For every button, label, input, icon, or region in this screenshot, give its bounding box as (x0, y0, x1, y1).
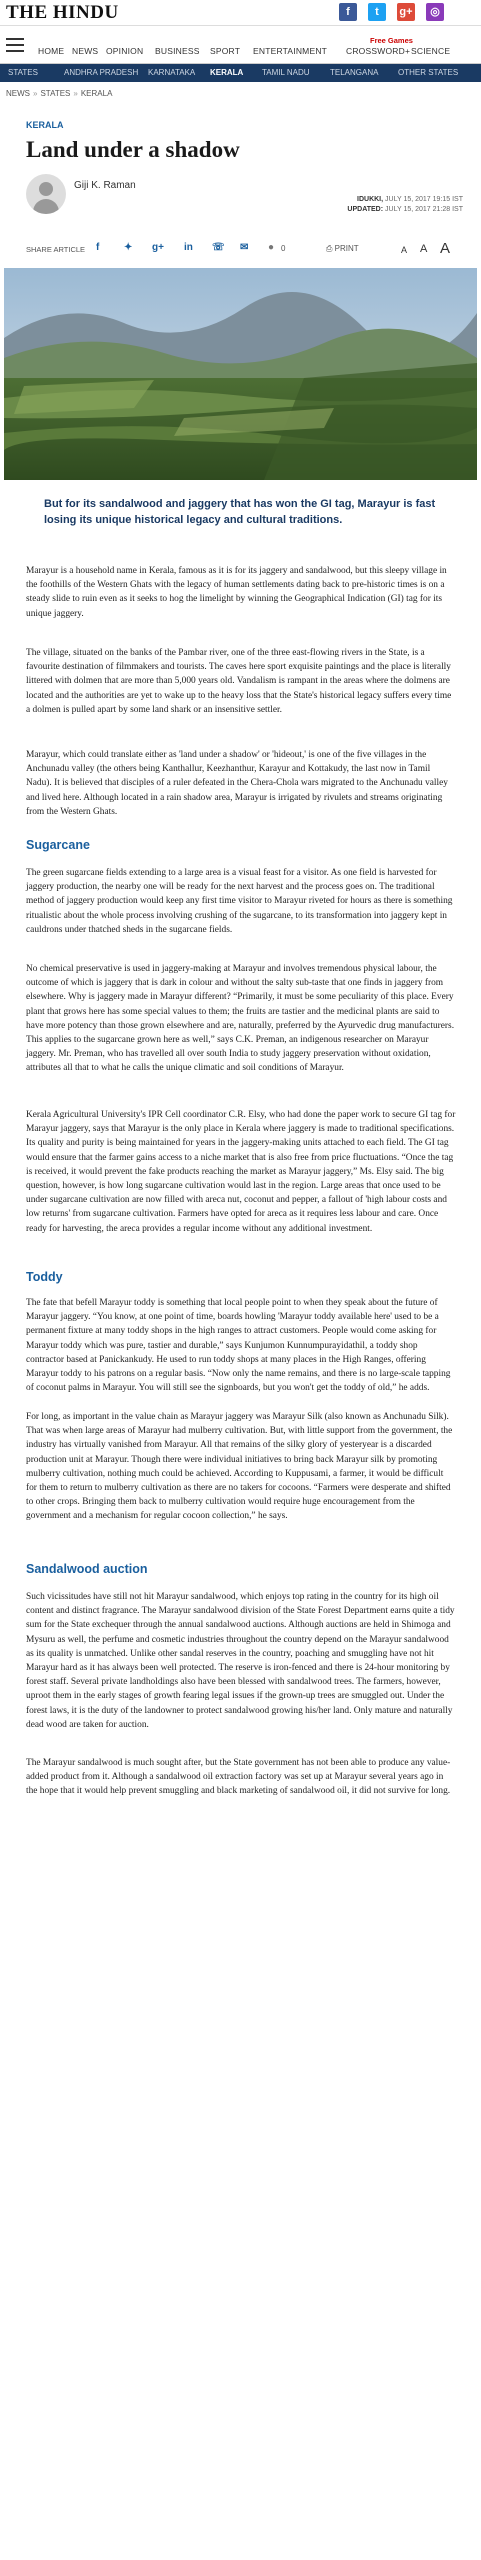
menu-icon[interactable] (6, 38, 24, 52)
updated-date (347, 206, 463, 213)
author-avatar[interactable] (26, 174, 66, 214)
main-nav (0, 26, 481, 64)
print-icon: ⎙ (326, 244, 333, 253)
article-paragraph: For long, as important in the value chain as Marayur jaggery was Marayur Silk (also known as Anchunadu Silk). That was when large areas of Marayur had mulberry cultivation. But, with little support from the government, the industry has virtually vanished from Marayur. All that remains of the silky glory of yesteryear is a discarded production unit at Marayur. Though there were individual initiatives to bring back Marayur silk by promoting mulberry cultivation, nothing much could be achieved. According to Kuppusami, a farmer, it would be difficult for them to return to mulberry cultivation as there are no takers for cocoons. “Farmers were desperate and shifted to other crops. Bringing them back to mulberry cultivation would require huge encouragement from the government and a mechanism for regular cocoon collection,” he says. (26, 1412, 453, 1522)
nav-science[interactable]: SCIENCE (411, 46, 451, 56)
font-small-button[interactable]: A (401, 245, 408, 255)
published-time: JULY 15, 2017 19:15 IST (385, 196, 463, 203)
facebook-icon[interactable]: f (339, 3, 357, 21)
breadcrumb (6, 89, 112, 98)
nav-sport[interactable]: SPORT (210, 46, 241, 56)
article-paragraph: The fate that befell Marayur toddy is something that local people point to when they speak about the future of Marayur jaggery. “You know, at one point of time, boards howling 'Marayur toddy available here' used to be a permanent fixture at many toddy shops in the high ranges to attract customers. People would come asking for Marayur toddy which was pure, tastier and durable,” says Kunjumon Kunnumpurayidathil, a toddy shop contractor based at Panickankudy. He used to run toddy shops at many places in the High Ranges, offering Marayur toddy to his patrons on a regular basis. “Now only the name remains, and there is no large-scale tapping of coconut palms in Marayur. You will still see the signboards, but you won't get the toddy of old,” he adds. (26, 1298, 451, 1394)
author-name[interactable]: Giji K. Raman (74, 180, 136, 191)
section-tag[interactable]: KERALA (26, 120, 64, 130)
breadcrumb-separator-icon: » (73, 89, 78, 98)
subhead-sandalwood-auction: Sandalwood auction (26, 1562, 148, 1576)
breadcrumb-states[interactable]: STATES (40, 89, 71, 98)
updated-time: JULY 15, 2017 21:28 IST (385, 206, 463, 213)
nav-crossword[interactable]: CROSSWORD+ (346, 46, 411, 56)
breadcrumb-separator-icon: » (33, 89, 38, 98)
state-andhra-pradesh[interactable]: ANDHRA PRADESH (64, 68, 139, 77)
breadcrumb-kerala[interactable]: KERALA (80, 89, 113, 98)
published-date (357, 196, 463, 203)
comment-count[interactable]: 0 (281, 244, 286, 253)
nav-business[interactable]: BUSINESS (155, 46, 200, 56)
comment-icon[interactable]: ● (268, 242, 275, 253)
article-paragraph: Kerala Agricultural University's IPR Cell coordinator C.R. Elsy, who had done the paper work to secure GI tag for Marayur jaggery, says that Marayur is the only place in Kerala where jaggery is made to traditional specifications. Its quality and purity is being maintained for years in the jaggery-making units attached to each field. The GI tag would ensure that the farmer gains access to a niche market that is also free from price fluctuations. “Once the tag is received, it would prevent the fake products reaching the market as Marayur jaggery,” Ms. Elsy said. The big question, however, is how long sugarcane cultivation would last in the region. Large areas that once used to be under sugarcane cultivation are now filled with areca nut, coconut and pepper, a fallout of 'high labour costs and low returns' from sugarcane cultivation. Farmers have opted for areca as it requires less labour and care. Once ready for harvesting, the areca provides a regular income without any additional investment. (26, 1110, 456, 1234)
article-paragraph: Marayur is a household name in Kerala, famous as it is for its jaggery and sandalwood, but this sleepy village in the foothills of the Western Ghats with the legacy of human settlements dating back to pre-historic times is on a steady slide to ruin even as it seeks to hog the limelight by winning the Geographical Indication (GI) tag for its unique jaggery. (26, 566, 447, 619)
hero-image-landscape (4, 268, 477, 480)
article-title: Land under a shadow (26, 137, 240, 162)
font-large-button[interactable]: A (440, 240, 451, 257)
states-dropdown[interactable]: STATES (8, 68, 38, 77)
article-paragraph: Such vicissitudes have still not hit Marayur sandalwood, which enjoys top rating in the country for its high oil content and distinct fragrance. The Marayur sandalwood division of the State Forest Department earns quite a tidy sum for the State exchequer through the annual sandalwood auctions. Although auctions are held in Shimoga and Mysuru as well, the perfume and cosmetic industries throughout the country depend on the Marayur sandalwood as its quality is unmatched. Unlike other sandal reserves in the country, poaching and smuggling have not hit Marayur hard as it has always been well protected. The reserve is iron-fenced and there is 24-hour monitoring by forest staff. Several private landholdings also have been blessed with sandalwood trees. The farmers, however, uproot them in the early stages of growth fearing legal issues if the grown-up trees are smuggled out. Under the forest laws, it is the duty of the landowner to protect sandalwood growing his/her land. Only mature and naturally dead wood are taken for auction. (26, 1592, 455, 1730)
state-kerala[interactable]: KERALA (210, 68, 244, 77)
google-plus-icon[interactable]: g+ (397, 3, 415, 21)
state-telangana[interactable]: TELANGANA (330, 68, 379, 77)
share-whatsapp-icon[interactable]: ☏ (212, 242, 225, 253)
share-twitter-icon[interactable]: ✦ (124, 242, 133, 253)
article-paragraph: The Marayur sandalwood is much sought after, but the State government has not been able to produce any value-added product from it. Although a sandalwood oil extraction factory was set up at Marayur several years ago in the hope that it would help prevent smuggling and black marketing of sandalwood oil, it did not survive for long. (26, 1758, 451, 1797)
share-email-icon[interactable]: ✉ (240, 242, 249, 253)
print-label: PRINT (334, 244, 359, 253)
print-button[interactable] (326, 244, 359, 254)
article-paragraph: The green sugarcane fields extending to a large area is a visual feast for a visitor. As one field is harvested for jaggery production, the nearby one will be ready for the next harvest and the process goes on. The traditional method of jaggery production would keep any first time visitor to Marayur riveted for hours as there is something ritualistic about the whole process involving crushing of the sugarcane, to its transformation into jaggery kept in cauldrons under thatched sheds in the sugarcane fields. (26, 868, 453, 935)
hero-image (4, 268, 477, 480)
breadcrumb-news[interactable]: NEWS (6, 89, 30, 98)
share-linkedin-icon[interactable]: in (184, 242, 193, 253)
subhead-toddy: Toddy (26, 1270, 63, 1284)
share-facebook-icon[interactable]: f (96, 242, 100, 253)
top-bar (0, 0, 481, 26)
instagram-icon[interactable]: ◎ (426, 3, 444, 21)
state-other-states[interactable]: OTHER STATES (398, 68, 459, 77)
article-lead: But for its sandalwood and jaggery that has won the GI tag, Marayur is fast losing its unique historical legacy and cultural traditions. (44, 498, 436, 526)
font-medium-button[interactable]: A (420, 243, 428, 255)
state-karnataka[interactable]: KARNATAKA (148, 68, 196, 77)
article-paragraph: Marayur, which could translate either as 'land under a shadow' or 'hideout,' is one of the five villages in the Anchunadu valley (the others being Kanthallur, Keezhanthur, Karayur and Kottakudy, the last now in Tamil Nadu). It is believed that disciples of a ruler defeated in the Chera-Chola wars migrated to the Anchunadu valley and lived here. Although located in a rain shadow area, Marayur is irrigated by rivulets and streams originating from the Western Ghats. (26, 750, 448, 817)
article-paragraph: No chemical preservative is used in jaggery-making at Marayur and involves tremendous physical labour, the outcome of which is jaggery that is dark in colour and without the salty sub-taste that one finds in jaggery from elsewhere. Why is jaggery made in Marayur different? “Primarily, it must be some peculiarity of this place. Every plant that grows here has some special values to them; the fruits are tastier and the medicinal plants are said to have more potency than those grown elsewhere and are, naturally, preferred by the Ayurvedic drug manufacturers. This applies to the sugarcane grown here as well,” says C.K. Preman, an indigenous researcher on Marayur jaggery. Mr. Preman, who has travelled all over south India to study jaggery preservation without oxidation, attributes all that to what he calls the unique climatic and soil conditions of Marayur. (26, 964, 455, 1074)
nav-news[interactable]: NEWS (72, 46, 99, 56)
nav-opinion[interactable]: OPINION (106, 46, 144, 56)
states-bar (0, 64, 481, 82)
nav-entertainment[interactable]: ENTERTAINMENT (253, 46, 328, 56)
share-google-plus-icon[interactable]: g+ (152, 242, 164, 253)
share-bar (26, 240, 466, 260)
twitter-icon[interactable]: t (368, 3, 386, 21)
nav-home[interactable]: HOME (38, 46, 65, 56)
subhead-sugarcane: Sugarcane (26, 838, 90, 852)
dateline-place: IDUKKI, (357, 196, 384, 203)
article-paragraph: The village, situated on the banks of the Pambar river, one of the three east-flowing rivers in the State, is a favourite destination of filmmakers and tourists. The caves here sport exquisite paintings and the place is literally littered with dolmen that are more than 5,000 years old. Vandalism is rampant in the areas where the dolmens are located and the authorities are yet to wake up to the heavy loss that the State's historical legacy suffers every time a dolmen is pulled apart by some land shark or an insensitive settler. (26, 648, 452, 715)
state-tamil-nadu[interactable]: TAMIL NADU (262, 68, 310, 77)
free-games-link[interactable]: Free Games (370, 36, 413, 45)
site-logo[interactable]: THE HINDU (6, 2, 119, 23)
share-label: SHARE ARTICLE (26, 245, 86, 254)
updated-label: UPDATED: (347, 206, 384, 213)
